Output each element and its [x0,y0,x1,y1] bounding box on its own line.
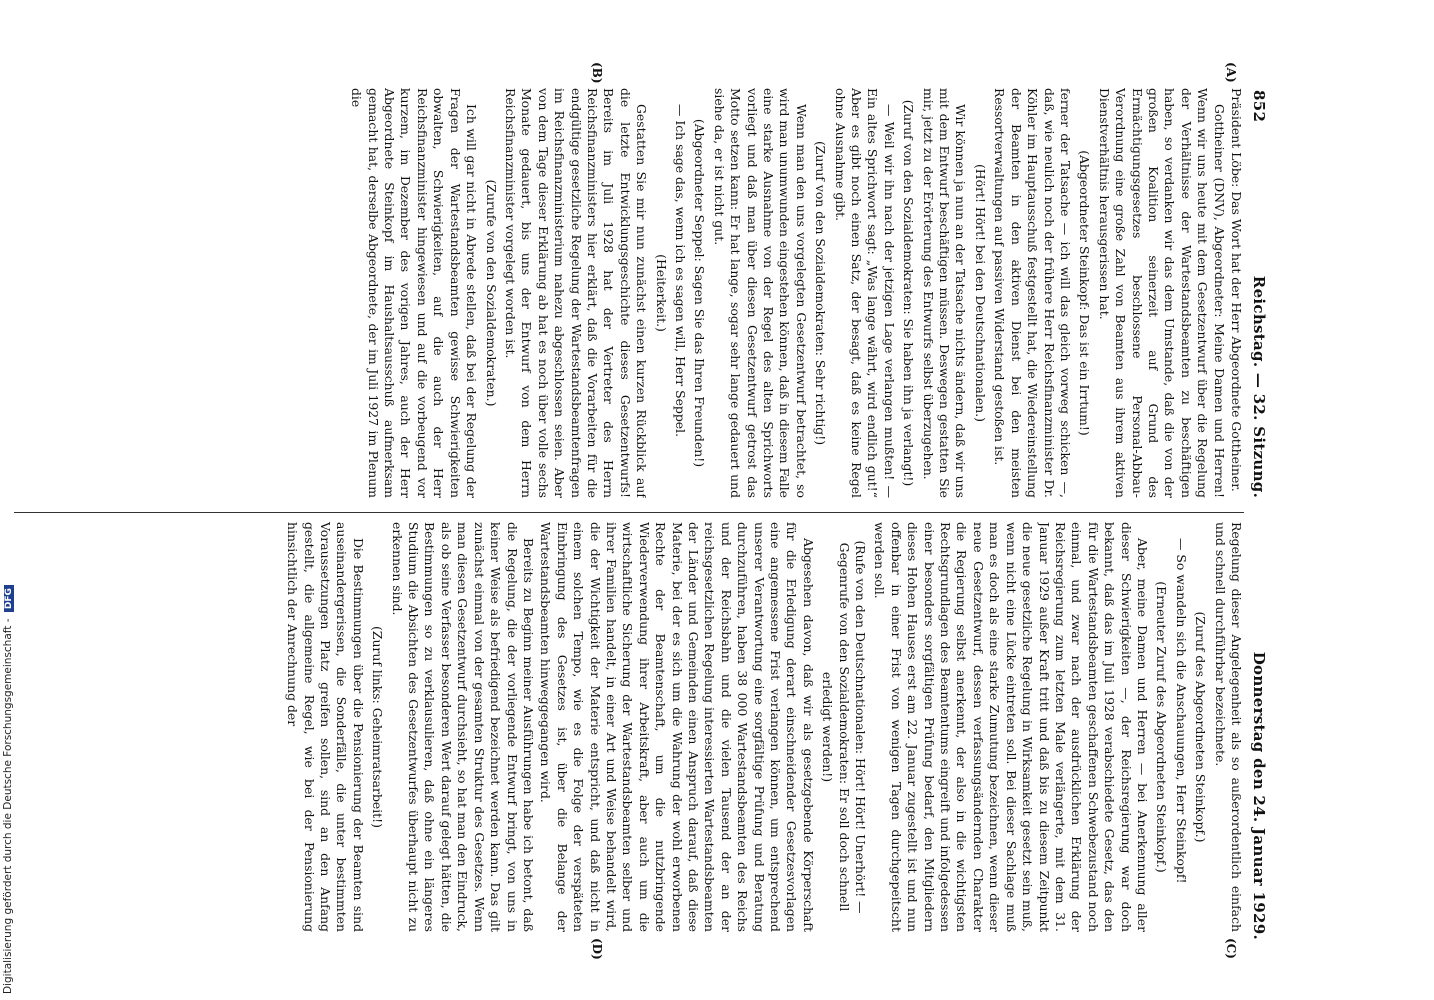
margin-mark-b: (B) [590,62,604,84]
left-column-paragraph: Gestatten Sie mir nun zunächst einen kurzen Rückblick auf die letzte Entwicklungsgeschichte dieses Gesetzentwurfs! Bereits im Juli 1928 hat der Vertreter des Herrn Reichsfinanzministers hier erklärt, daß die Vorarbeiten für die endgültige gesetzliche Regelung der Wartestandsbeamtenfragen im Reichsfinanzministerium nahezu abgeschlossen seien. Aber von dem Tage dieser Erklärung ab hat es noch über volle sechs Monate gedauert, bis uns der Entwurf von dem Herrn Reichsfinanzminister vorgelegt worden ist. [502,88,650,498]
column-divider [14,512,1244,513]
right-column-paragraph: — So wandeln sich die Anschauungen, Herr Steinkopf! [1173,538,1189,884]
right-column-paragraph: (Rufe von den Deutschnationalen: Hört! Hört! Unerhört! — Gegenrufe von den Sozialdemokraten: Er soll doch schnell erledigt werden!) [820,540,869,914]
running-head [1250,90,1276,940]
left-column-paragraph: (Zuruf von den Sozialdemokraten: Sie haben ihn ja verlangt!) [901,99,917,487]
right-column [14,522,1244,932]
dfg-logo: DFG [4,585,14,612]
right-column-paragraph: Aber, meine Damen und Herren — bei Anerkennung aller dieser Schwierigkeiten —, der Reichsregierung war doch bekannt, daß das im Juli 1928 verabschiedete Gesetz, das den für die Wartestandsbeamten geschaffenen Schwebezustand noch einmal, und zwar nach der ausdrücklichen Erklärung der Reichsregierung zum letzten Male verlängerte, mit dem 31. Januar 1929 außer Kraft tritt und daß bis zu diesem Zeitpunkt die neue gesetzliche Regelung in Wirksamkeit gesetzt sein muß, wenn nicht eine Lücke eintreten soll. Bei dieser Sachlage muß man es doch als eine starke Zumutung bezeichnen, wenn dieser neue Gesetzentwurf, dessen verfassungsändernden Charakter die Regierung selbst anerkennt, der also in die wichtigsten Rechtsgrundlagen des Beamtentums eingreift und infolgedessen einer besonders sorgfältigen Prüfung bedarf, den Mitgliedern dieses Hohen Hauses erst am 22. Januar zugestellt ist und nun offenbar in einer Frist von wenigen Tagen durchgepeitscht werden soll. [872,522,1150,932]
right-column-paragraph: (Zuruf links: Geheimratsarbeit!) [370,626,386,828]
margin-mark-a: (A) [1224,62,1238,83]
right-column-paragraph: Die Bestimmungen über die Pensionierung der Beamten sind auseinandergerissen, die Sonderfälle, die unter bestimmten Voraussetzungen Platz greifen sollen, sind an den Anfang gestellt, die allgemeine Regel, wie bei der Pensionierung hinsichtlich der Anrechnung der [285,522,366,932]
right-column-paragraph: Bereits zu Beginn meiner Ausführungen habe ich betont, daß die Regelung, die der vorliegende Entwurf bringt, von uns in keiner Weise als befriedigend bezeichnet werden kann. Das gilt zunächst einmal von der gesamten Struktur des Gesetzes. Wenn man diesen Gesetzentwurf durchsieht, so hat man den Eindruck, als ob seine Verfasser besonderen Wert darauf gelegt hätten, die Bestimmungen so zu verklausulieren, daß ohne ein längeres Studium die Absichten des Gesetzentwurfes überhaupt nicht zu erkennen sind. [389,522,536,932]
digitization-credit [2,0,20,1000]
left-column-paragraph: — Weil wir ihn nach der jetzigen Lage verlangen mußten! — Ein altes Sprichwort sagt: „Was lange währt, wird endlich gut!“ Aber es gibt noch einen Satz, der besagt, daß es keine Regel ohne Ausnahme gibt. [832,88,897,498]
left-column-paragraph: (Hört! Hört! bei den Deutschnationalen.) [972,163,988,423]
left-column-paragraph: Präsident Löbe: Das Wort hat der Herr Abgeordnete Gottheiner. [1229,88,1244,492]
right-column-paragraph: Abgesehen davon, daß wir als gesetzgebende Körperschaft für die Erledigung derart einschneidender Gesetzesvorlagen eine angemessene Frist verlangen können, um entsprechend unserer Verantwortung eine sorgfältige Prüfung und Beratung durchzuführen, haben 38 000 Wartestandsbeamten des Reichs und der Reichsbahn und die vielen Tausend der an der reichsgesetzlichen Regelung interessierten Wartestandsbeamten der Länder und Gemeinden einen Anspruch darauf, daß diese Materie, bei der es sich um die Wahrung der wohl erworbenen Rechte der Beamtenschaft, um die nutzbringende Wiederverwendung ihrer Arbeitskraft, aber auch um die wirtschaftliche Sicherung der Wartestandsbeamten selber und ihrer Familien handelt, in einer Art und Weise behandelt wird, die der Wichtigkeit der Materie entspricht, und daß nicht in einem solchen Tempo, wie es die Folge der verspäteten Einbringung des Gesetzes ist, über die Belange der Wartestandsbeamten hinweggegangen wird. [538,522,816,932]
margin-mark-c: (C) [1224,938,1238,959]
right-column-paragraph: Regelung dieser Angelegenheit als so außerordentlich einfach und schnell durchführbar bezeichnete. [1212,522,1244,932]
left-column-paragraph: ferner der Tatsache — ich will das gleich vorweg schicken —, daß, wie neulich noch der frühere Herr Reichsfinanzminister Dr. Köhler im Hauptausschuß festgestellt hat, die Wiedereinstellung der Beamten in den aktiven Dienst bei den meisten Ressortverwaltungen auf passiven Widerstand gestoßen ist. [992,88,1073,498]
session-date: Donnerstag den 24. Januar 1929. [1250,651,1268,940]
left-column-paragraph: (Heiterkeit.) [653,254,669,332]
credit-text: Digitalisierung gefördert durch die Deutsche Forschungsgemeinschaft - [2,618,14,994]
left-column-paragraph: Gottheiner (DNV), Abgeordneter: Meine Damen und Herren! Wenn wir uns heute mit dem Gesetzentwurf über die Regelung der Verhältnisse der Wartestandsbeamten zu beschäftigen haben, so verdanken wir das dem Umstande, daß die von der großen Koalition seinerzeit auf Grund des Ermächtigungsgesetzes beschlossene Personal-Abbau-Verordnung eine große Zahl von Beamten aus ihrem aktiven Dienstverhältnis herausgerissen hat. [1096,88,1227,498]
left-column-paragraph: (Abgeordneter Seppel: Sagen Sie das Ihren Freunden!) [692,118,708,468]
margin-mark-d: (D) [590,938,604,960]
right-column-paragraph: (Erneuter Zuruf des Abgeordneten Steinkopf.) [1154,581,1170,873]
left-column [14,88,1244,498]
left-column-paragraph: — Ich sage das, wenn ich es sagen will, Herr Seppel. [673,104,688,438]
left-column-paragraph: Ich will gar nicht in Abrede stellen, daß bei der Regelung der Fragen der Wartestandsbeamten gewisse Schwierigkeiten obwalten, Schwierigkeiten, auf die auch der Herr Reichsfinanzminister hingewiesen und auf die vorbeugend vor kurzem, im Dezember des vorigen Jahres, auch der Herr Abgeordnete Steinkopf im Haushaltsausschuß aufmerksam gemacht hat, derselbe Abgeordnete, der im Juli 1927 im Plenum die [349,88,480,498]
left-column-paragraph: Wir können ja nun an der Tatsache nichts ändern, daß wir uns mit dem Entwurf beschäftigen müssen. Deswegen gestatten Sie mir, jetzt zu der Erörterung des Entwurfs selbst überzugehen. [920,88,969,498]
left-column-paragraph: (Zuruf von den Sozialdemokraten: Sehr richtig!) [813,140,829,446]
session-title: Reichstag. — 32. Sitzung. [1250,275,1268,499]
page-number: 852 [1250,90,1268,123]
left-column-paragraph: (Zurufe von den Sozialdemokraten.) [483,179,499,407]
right-column-paragraph: (Zuruf des Abgeordneten Steinkopf.) [1193,611,1209,843]
left-column-paragraph: Wenn man den uns vorgelegten Gesetzentwurf betrachtet, so wird man unumwunden eingestehen können, daß in diesem Falle eine starke Ausnahme von der Regel des alten Sprichworts vorliegt und daß man über diesen Gesetzentwurf getrost das Motto setzen kann: Er hat lange, sogar sehr lange gedauert und siehe da, er ist nicht gut. [711,88,809,498]
left-column-paragraph: (Abgeordneter Steinkopf: Das ist ein Irrtum!) [1077,150,1093,436]
